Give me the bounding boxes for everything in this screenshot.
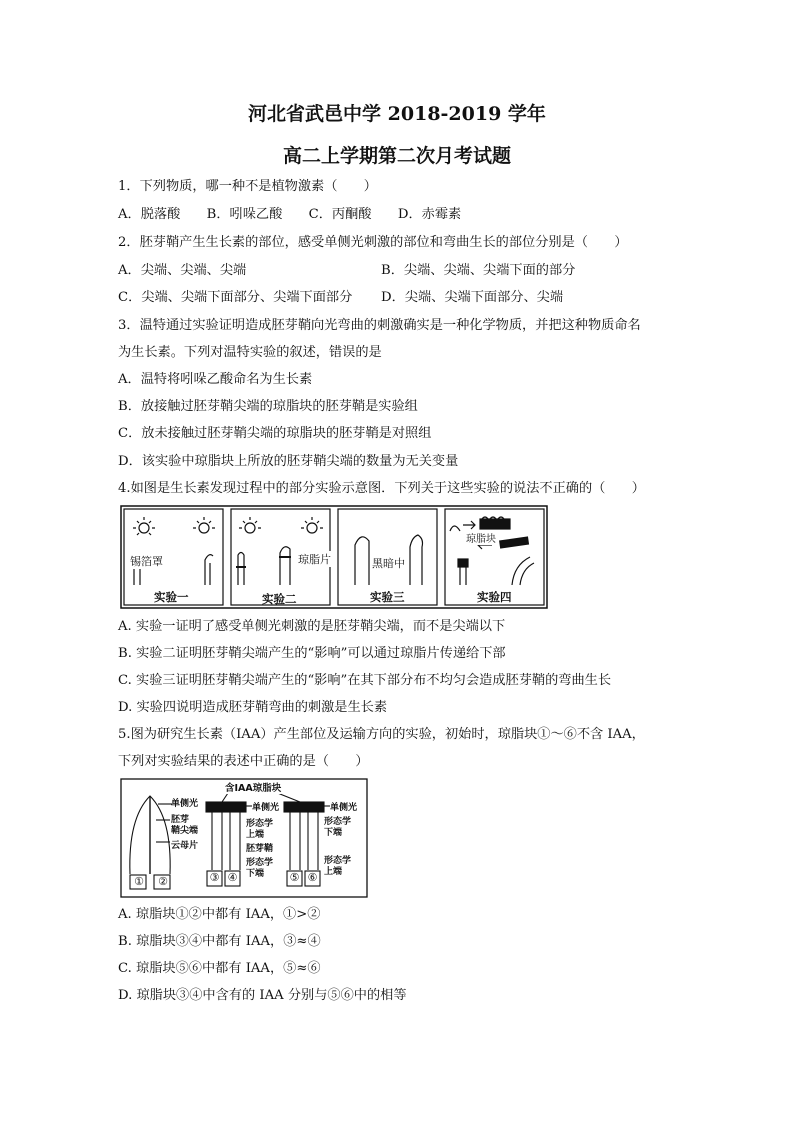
q4-option-d: D. 实验四说明造成胚芽鞘弯曲的刺激是生长素 [118, 700, 388, 715]
q5-stem-line1: 5.图为研究生长素（IAA）产生部位及运输方向的实验，初始时，琼脂块①～⑥不含 IAA， [118, 727, 645, 742]
q5-block-6: ⑥ [307, 871, 318, 884]
q3-option-b: B．放接触过胚芽鞘尖端的琼脂块的胚芽鞘是实验组 [118, 399, 418, 414]
q4-stem: 4.如图是生长素发现过程中的部分实验示意图．下列关于这些实验的说法不正确的（ ） [118, 481, 645, 496]
q3-stem-line1: 3．温特通过实验证明造成胚芽鞘向光弯曲的刺激确实是一种化学物质，并把这种物质命名 [118, 318, 641, 333]
q3-option-d: D．该实验中琼脂块上所放的胚芽鞘尖端的数量为无关变量 [118, 454, 459, 469]
q4-option-b: B. 实验二证明胚芽鞘尖端产生的“影响”可以通过琼脂片传递给下部 [118, 646, 506, 661]
q4-option-c: C. 实验三证明胚芽鞘尖端产生的“影响”在其下部分布不均匀会造成胚芽鞘的弯曲生长 [118, 673, 612, 688]
q5-label-iaa-agar: 含IAA琼脂块 [225, 780, 281, 794]
q5-label-lower-a1: 形态学 [246, 858, 274, 868]
q2-option-c: C．尖端、尖端下面部分、尖端下面部分 [118, 290, 353, 305]
q5-label-light-2: 单侧光 [252, 803, 280, 813]
q5-label-coleoptile: 胚芽鞘 [246, 844, 274, 854]
q4-label-darkness: 黑暗中 [372, 557, 405, 570]
q5-label-tip-2: 鞘尖端 [171, 826, 199, 836]
q5-label-upper-b1: 形态学 [324, 856, 352, 866]
q2-option-a: A．尖端、尖端、尖端 [118, 263, 247, 278]
q5-label-light-1: 单侧光 [171, 799, 199, 809]
q5-figure [120, 778, 368, 898]
q5-option-b: B. 琼脂块③④中都有 IAA，③≈④ [118, 934, 321, 949]
q4-label-agar-block: 琼脂块 [466, 530, 496, 545]
q5-label-upper-a1: 形态学 [246, 819, 274, 829]
q4-caption-1: 实验一 [154, 590, 189, 604]
q2-option-d: D．尖端、尖端下面部分、尖端 [381, 290, 564, 305]
q5-option-a: A. 琼脂块①②中都有 IAA，①>② [118, 907, 321, 922]
q5-label-tip-1: 胚芽 [171, 815, 190, 825]
q4-caption-4: 实验四 [477, 590, 512, 604]
q3-stem-line2: 为生长素。下列对温特实验的叙述，错误的是 [118, 345, 382, 360]
page-subtitle: 高二上学期第二次月考试题 [282, 145, 511, 167]
q5-label-light-3: 单侧光 [330, 803, 358, 813]
q3-option-c: C．放未接触过胚芽鞘尖端的琼脂块的胚芽鞘是对照组 [118, 426, 432, 441]
q5-label-lower-b2: 下端 [324, 828, 343, 838]
q5-stem-line2: 下列对实验结果的表述中正确的是（ ） [118, 754, 369, 769]
q2-option-b: B．尖端、尖端、尖端下面的部分 [381, 263, 576, 278]
q5-label-lower-a2: 下端 [246, 869, 265, 879]
q5-label-lower-b1: 形态学 [324, 817, 352, 827]
q1-options: A．脱落酸 B．吲哚乙酸 C．丙酮酸 D．赤霉素 [118, 207, 462, 222]
q4-label-agar-sheet: 琼脂片 [298, 553, 331, 566]
q5-block-5: ⑤ [289, 871, 300, 884]
q5-block-1: ① [134, 875, 144, 888]
q5-block-3: ③ [209, 871, 220, 884]
q1-stem: 1．下列物质，哪一种不是植物激素（ ） [118, 179, 377, 194]
q4-caption-2: 实验二 [262, 592, 297, 606]
q4-caption-3: 实验三 [370, 590, 405, 604]
q5-label-upper-b2: 上端 [324, 867, 343, 877]
q5-block-2: ② [158, 875, 168, 888]
q5-label-upper-a2: 上端 [246, 830, 265, 840]
q5-option-d: D. 琼脂块③④中含有的 IAA 分别与⑤⑥中的相等 [118, 988, 407, 1003]
q4-figure [120, 505, 548, 609]
q4-option-a: A. 实验一证明了感受单侧光刺激的是胚芽鞘尖端，而不是尖端以下 [118, 619, 506, 634]
page-title: 河北省武邑中学 2018-2019 学年 [248, 103, 546, 125]
q5-label-mica: 云母片 [171, 841, 199, 851]
q5-block-4: ④ [227, 871, 238, 884]
q4-label-foil-cap: 锡箔罩 [130, 555, 163, 568]
q5-option-c: C. 琼脂块⑤⑥中都有 IAA，⑤≈⑥ [118, 961, 321, 976]
q2-stem: 2．胚芽鞘产生生长素的部位，感受单侧光刺激的部位和弯曲生长的部位分别是（ ） [118, 235, 628, 250]
q3-option-a: A．温特将吲哚乙酸命名为生长素 [118, 372, 313, 387]
